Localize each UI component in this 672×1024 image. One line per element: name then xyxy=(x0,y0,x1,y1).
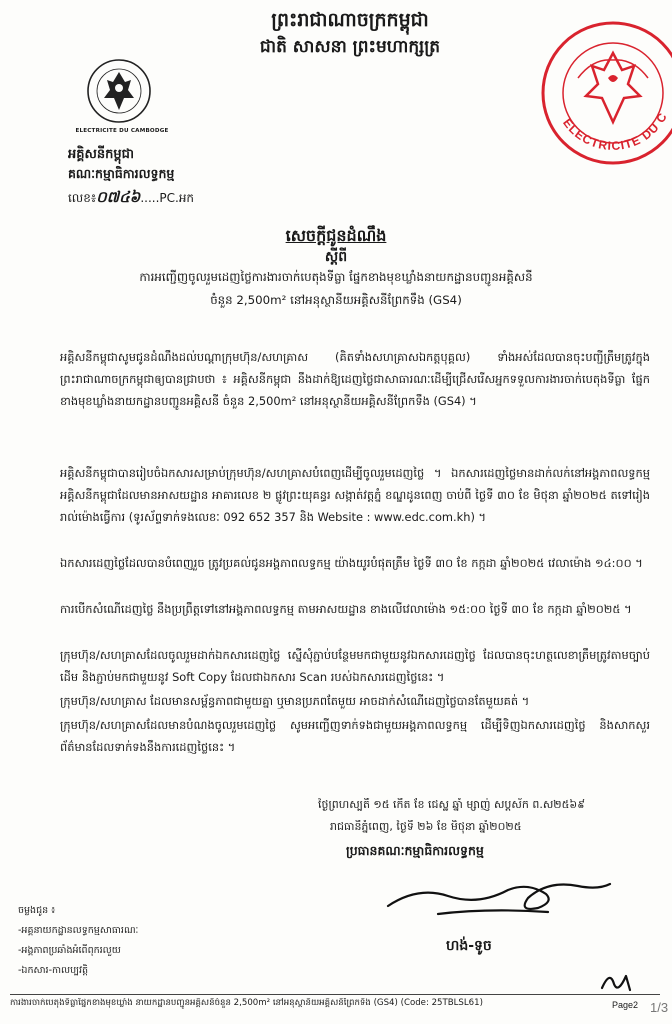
red-official-stamp xyxy=(538,18,672,168)
committee-name: គណៈកម្មាធិការលទ្ធកម្ម xyxy=(68,166,175,181)
handwritten-signature xyxy=(378,868,618,928)
body-paragraph-1: អគ្គិសនីកម្ពុជាសូមជូនដំណឹងដល់បណ្តាក្រុមហ៊ុន/សហគ្រាស (គិតទាំងសហគ្រាសឯកត្តបុគ្គល) ទាំងអស់ដែលបានចុះបញ្ជីត្រឹមត្រូវក្នុងព្រះរាជាណាចក្រកម្ពុជាឲ្យបានជ្រាបថា ៖ អគ្គិសនីកម្ពុជា នឹងដាក់ឱ្យដេញថ្លៃជាសាធារណៈដើម្បីជ្រើសរើសអ្នកទទួលការងារចាក់បេតុងទីធ្លា ផ្នែកខាងមុខឃ្លាំងនាយកដ្ឋានបញ្ជូនអគ្គិសនី ចំនួន 2,500m² នៅអនុស្ថានីយអគ្គិសនីព្រែកទឹង (GS4) ។ xyxy=(60,350,650,408)
cc-item: -អគ្គនាយកដ្ឋានលទ្ធកម្មសាធារណៈ xyxy=(18,925,139,936)
signer-name: ហង់-ទូច xyxy=(446,938,492,954)
footer-caption: ការងារចាក់បេតុងទីធ្លាផ្នែកខាងមុខឃ្លាំង នាយកដ្ឋានបញ្ជូនអគ្គិសនីចំនួន 2,500m² នៅអនុស្ថានីយអគ្គិសនីព្រែកទឹង (GS4) (Code: 25TBLSL61) xyxy=(10,998,483,1008)
cc-heading: ចម្លងជូន ៖ xyxy=(18,905,56,916)
solar-date: រាជធានីភ្នំពេញ, ថ្ងៃទី ២៦ ខែ មិថុនា ឆ្នាំ២០២៥ xyxy=(330,820,522,833)
ref-label: លេខ xyxy=(68,191,91,205)
body-paragraph-2: អគ្គិសនីកម្ពុជាបានរៀបចំឯកសារសម្រាប់ក្រុមហ៊ុន/សហគ្រាសបំពេញដើម្បីចូលរួមដេញថ្លៃ ។ ឯកសារដេញថ្លៃមានដាក់លក់នៅអង្គភាពលទ្ធកម្មអគ្គិសនីកម្ពុជាដែលមានអាសយដ្ឋាន អាគារលេខ ២ ផ្លូវព្រះយុគន្ធរ សង្កាត់វត្តភ្នំ ខណ្ឌដូនពេញ ចាប់ពី ថ្ងៃទី ៣០ ខែ មិថុនា ឆ្នាំ២០២៥ តទៅរៀងរាល់ម៉ោងធ្វើការ (ទូរស័ព្ទទាក់ទងលេខៈ 092 652 357 និង Website : www.edc.com.kh) ។ xyxy=(60,466,650,524)
notice-subject-line2: ចំនួន 2,500m² នៅអនុស្ថានីយអគ្គិសនីព្រែកទឹង (GS4) xyxy=(210,293,462,307)
notice-about: ស្តីពី xyxy=(324,249,348,265)
body-paragraph-7: ក្រុមហ៊ុន/សហគ្រាសដែលមានបំណងចូលរួមដេញថ្លៃ សូមអញ្ជើញទាក់ទងជាមួយអង្គភាពលទ្ធកម្ម ដើម្បីទិញឯកសារដេញថ្លៃ និងសាកសួរព័ត៌មានដែលទាក់ទងនឹងការដេញថ្លៃនេះ ។ xyxy=(60,718,650,754)
edc-logo-caption: ELECTRICITE DU CAMBODGE xyxy=(75,128,169,134)
cc-item: -អង្គភាពប្រឆាំងអំពើពុករលួយ xyxy=(18,945,121,956)
footer-page-label: Page2 xyxy=(612,1000,639,1010)
footer-rule xyxy=(10,994,660,995)
notice-subject-line1: ការអញ្ជើញចូលរួមដេញថ្លៃការងារចាក់បេតុងទីធ្លា ផ្នែកខាងមុខឃ្លាំងនាយកដ្ឋានបញ្ជូនអគ្គិសនី xyxy=(139,270,533,284)
ref-suffix: .....PC.អក xyxy=(140,191,195,205)
body-paragraph-6: ក្រុមហ៊ុន/សហគ្រាស ដែលមានសម្ព័ន្ធភាពជាមួយគ្នា ឬមានប្រភពតែមួយ អាចដាក់សំណើដេញថ្លៃបានតែមួយគត់ ។ xyxy=(60,694,530,708)
edc-logo-seal xyxy=(86,58,152,124)
cc-item: -ឯកសារ-កាលប្បវត្តិ xyxy=(18,965,88,976)
lunar-date: ថ្ងៃព្រហស្បតិ៍ ១៥ កើត ខែ ជេស្ឋ ឆ្នាំ ម្សាញ់ សប្តស័ក ព.ស២៥៦៩ xyxy=(318,798,585,811)
svg-text:ELECTRICITE DU CAMBODGE: ELECTRICITE DU C xyxy=(560,109,671,154)
body-paragraph-4: ការបើកសំណើដេញថ្លៃ នឹងប្រព្រឹត្តទៅនៅអង្គភាពលទ្ធកម្ម តាមអាសយដ្ឋាន ខាងលើវេលាម៉ោង ១៥:០០ ថ្ងៃទី ៣០ ខែ កក្កដា ឆ្នាំ២០២៥ ។ xyxy=(60,602,632,616)
org-name: អគ្គិសនីកម្ពុជា xyxy=(68,147,135,162)
body-paragraph-3: ឯកសារដេញថ្លៃដែលបានបំពេញរួច ត្រូវប្រគល់ជូនអង្គភាពលទ្ធកម្ម យ៉ាងយូរបំផុតត្រឹម ថ្ងៃទី ៣០ ខែ កក្កដា ឆ្នាំ២០២៥ វេលាម៉ោង ១៤:០០ ។ xyxy=(60,556,643,570)
national-motto: ជាតិ សាសនា ព្រះមហាក្សត្រ xyxy=(259,37,441,57)
kingdom-heading: ព្រះរាជាណាចក្រកម្ពុជា xyxy=(271,9,429,31)
ref-number-handwritten: ០៧៤៦ xyxy=(96,188,141,206)
initial-mark xyxy=(596,966,636,996)
reference-number: លេខ៖០៧៤៦.....PC.អក xyxy=(68,188,195,206)
page-counter: 1/3 xyxy=(650,1000,669,1015)
signer-title: ប្រធានគណៈកម្មាធិការលទ្ធកម្ម xyxy=(346,843,484,858)
body-paragraph-5: ក្រុមហ៊ុន/សហគ្រាសដែលចូលរួមដាក់ឯកសារដេញថ្លៃ ស្នើសុំភ្ជាប់បន្ថែមមកជាមួយនូវឯកសារដេញថ្លៃ ដែលបានចុះហត្ថលេខាត្រឹមត្រូវតាមច្បាប់ដើម និងភ្ជាប់មកជាមួយនូវ Soft Copy ដែលជាឯកសារ Scan របស់ឯកសារដេញថ្លៃនេះ ។ xyxy=(60,648,650,684)
notice-title: សេចក្តីជូនដំណឹង xyxy=(285,226,387,245)
